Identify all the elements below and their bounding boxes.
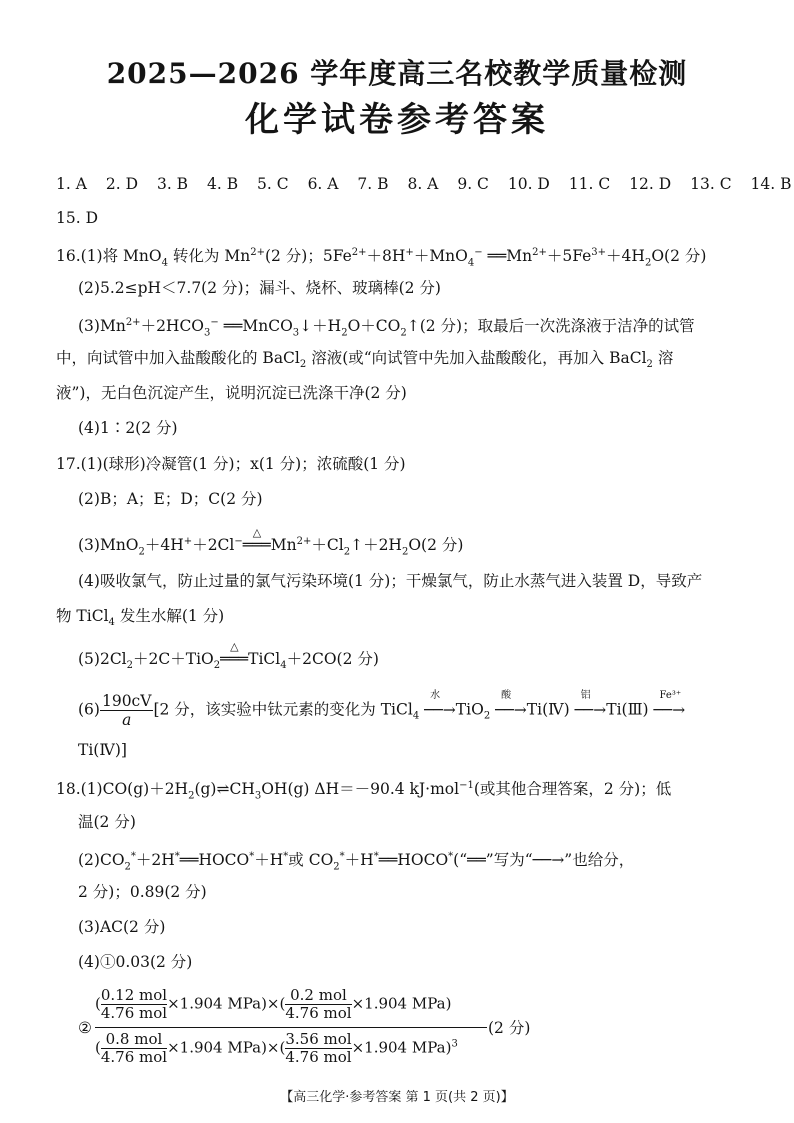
- fraction: 0.12 mol 4.76 mol: [100, 986, 168, 1022]
- fraction: $\frac{190cV}{a}$: [101, 692, 152, 729]
- page-footer: 【高三化学·参考答案 第 1 页(共 2 页)】: [280, 1090, 514, 1105]
- mc-answer: 14. B: [750, 175, 792, 193]
- reaction-arrow: 水 ──→: [424, 689, 456, 719]
- mc-answer: 5. C: [257, 175, 289, 193]
- q17-line-4: (4)吸收氯气，防止过量的氯气污染环境(1 分)；干燥氯气，防止水蒸气进入装置 D，导致产: [78, 572, 703, 590]
- fraction: 0.2 mol 4.76 mol: [285, 986, 352, 1022]
- mc-answer: 1. A: [56, 175, 87, 193]
- mc-answer: 6. A: [307, 175, 339, 193]
- q18-line-4: 2 分)；0.89(2 分): [78, 883, 207, 901]
- q16-line-1: 16.(1)将 MnO$_4$ 转化为 $Mn^{2+}(2$ 分)；$5Fe^{2+}+8H^++MnO_4^-$ $══Mn^{2+}+5Fe^{3+}+4H_2O(2$ 分): [56, 247, 707, 269]
- answer-key-title: 化学试卷参考答案: [245, 100, 549, 140]
- q17-line-3: (3)MnO$_2$＋4H+＋2Cl− △ $═══Mn^{2+}+Cl_2↑+2H_2O(2$ 分): [78, 526, 464, 558]
- fraction: 0.8 mol 4.76 mol: [100, 1030, 168, 1066]
- q16-line-3: $(3)Mn^{2+}+2HCO_3^-$ $══MnCO_3↓+H_2O+CO_2↑(2$ 分)；取最后一次洗涤液于洁净的试管: [78, 317, 695, 339]
- fraction-bar: [95, 1027, 487, 1028]
- mc-answer: 7. B: [357, 175, 389, 193]
- heat-equals-sign: △ ═══: [242, 526, 271, 555]
- kp-numerator: ( 0.12 mol 4.76 mol ×1.904 MPa)×( 0.2 mol 4.76 mol ×1.904 MPa): [95, 986, 452, 1022]
- mc-answer: 8. A: [407, 175, 439, 193]
- reaction-arrow: 铝 ──→: [574, 689, 607, 719]
- q17-line-5: 物 TiCl$_4$ 发生水解(1 分): [56, 607, 225, 629]
- q18-line-3: $(2)CO_2^*+2H^*══HOCO^*+H^*$或 $CO_2^*+H^*══HOCO^*(“══$”写为“──→”也给分，: [78, 851, 635, 873]
- q16-line-6: (4)1∶2(2 分): [78, 419, 178, 437]
- fraction: 3.56 mol 4.76 mol: [285, 1030, 352, 1066]
- mc-answer: 10. D: [507, 175, 550, 193]
- q16-line-4: 中，向试管中加入盐酸酸化的 BaCl$_2$ 溶液(或“向试管中先加入盐酸酸化，再加入 BaCl$_2$ 溶: [56, 349, 674, 371]
- mc-answer: 15. D: [56, 209, 99, 227]
- mc-answer: 2. D: [105, 175, 139, 193]
- q18-line-1: $18.(1)CO(g)+2H_2(g)\rightleftharpoons CH_3OH(g)$ ΔH＝－90.4 kJ·mol$^{-1}$(或其他合理答案，2 分)；低: [56, 780, 672, 802]
- q17-line-6: $(5)2Cl_2+2C+TiO_2$ △ ═══TiCl$_4$＋2CO(2 分): [78, 640, 379, 672]
- kp-denominator: ( 0.8 mol 4.76 mol ×1.904 MPa)×( 3.56 mol 4.76 mol ×1.904 MPa)$^3$: [95, 1030, 458, 1066]
- mc-answer: 9. C: [457, 175, 489, 193]
- q17-line-2: (2)B；A；E；D；C(2 分): [78, 490, 263, 508]
- q17-line-1: 17.(1)(球形)冷凝管(1 分)；x(1 分)；浓硫酸(1 分): [56, 455, 406, 473]
- heat-equals-sign: △ ═══: [220, 640, 249, 668]
- mc-answers-row: [56, 174, 791, 194]
- mc-answer: 3. B: [156, 175, 189, 193]
- q18-line-6: (4)①0.03(2 分): [78, 953, 193, 971]
- reaction-arrow: Fe³⁺ ──→: [653, 689, 686, 719]
- exam-title: 2025—2026 学年度高三名校教学质量检测: [106, 57, 688, 90]
- q18-line-5: (3)AC(2 分): [78, 918, 166, 936]
- mc-answer: 4. B: [207, 175, 239, 193]
- item-marker: ②: [78, 1019, 92, 1037]
- mc-answer: 13. C: [690, 175, 732, 193]
- q16-line-5: 液”)，无白色沉淀产生，说明沉淀已洗涤干净(2 分): [56, 384, 407, 402]
- mc-answer: 12. D: [629, 175, 672, 193]
- q16-line-2: (2)5.2≤pH＜7.7(2 分)；漏斗、烧杯、玻璃棒(2 分): [78, 279, 441, 297]
- score-note: (2 分): [488, 1019, 531, 1037]
- q18-line-2: 温(2 分): [78, 813, 136, 831]
- q17-line-8: Ti(Ⅳ)]: [78, 741, 127, 759]
- mc-answer: 11. C: [568, 175, 611, 193]
- q17-line-7: (6) $\frac{190cV}{a}$ [2 分，该实验中钛元素的变化为 TiCl$_4$ 水 ──→TiO$_2$ 酸 ──→Ti(Ⅳ) 铝 ──→Ti(Ⅲ) Fe³⁺ ──→: [78, 689, 686, 729]
- reaction-arrow: 酸 ──→: [495, 689, 527, 719]
